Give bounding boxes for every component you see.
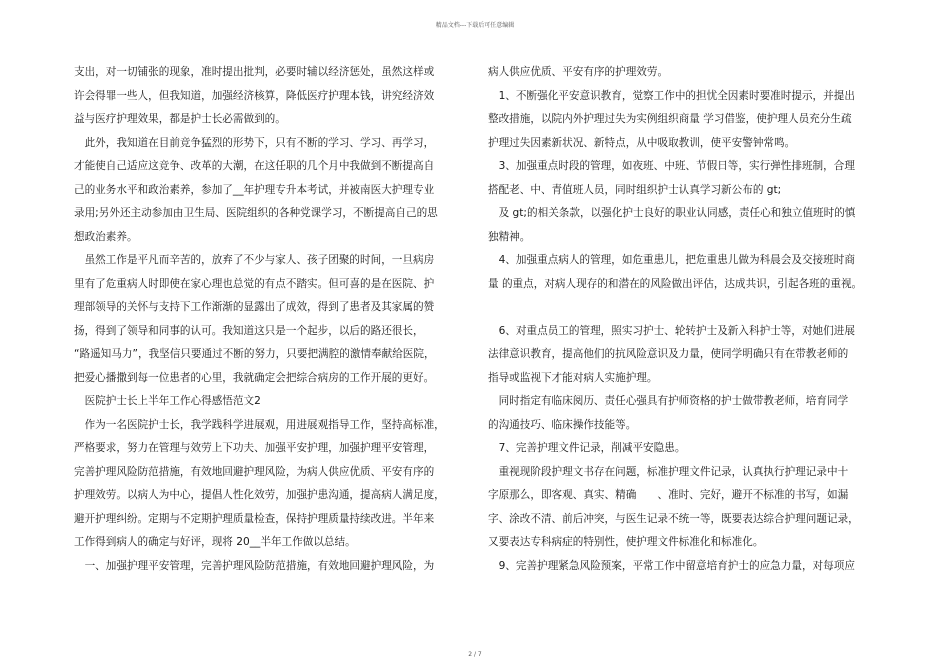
text-line: 支出，对一切铺张的现象，准时提出批判，必要时辅以经济惩处，虽然这样或 <box>74 66 435 78</box>
text-line: 7、完善护理文件记录，削减平安隐患。 <box>488 442 686 454</box>
text-line: “路遥知马力”，我坚信只要通过不断的努力，只要把满腔的激情奉献给医院， <box>74 348 435 360</box>
text-line: 独精神。 <box>488 230 531 243</box>
text-line: 1、不断强化平安意识教育，觉察工作中的担忧全因素时要准时提示，并提出 <box>488 89 855 102</box>
text-line: 及 gt;的相关条款，以强化护士良好的职业认同感，责任心和独立值班时的慎 <box>488 207 856 219</box>
text-line: 才能使自己适应这竞争、改革的大潮，在这任职的几个月中我做到不断提高自 <box>74 160 435 172</box>
text-line: 工作得到病人的确定与好评，现将 20__半年工作做以总结。 <box>74 536 356 548</box>
text-line: 4、加强重点病人的管理，如危重患儿，把危重患儿做为科晨会及交接班时商 <box>488 254 855 266</box>
text-line: 作为一名医院护士长，我学践科学进展观，用进展观指导工作，坚持高标准， <box>74 418 445 431</box>
text-line: 3、加强重点时段的管理，如夜班、中班、节假日等，实行弹性排班制，合理 <box>488 160 855 172</box>
text-line: 扬，得到了领导和同事的认可。我知道这只是一个起步，以后的路还很长， <box>74 324 424 337</box>
text-line: 搭配老、中、青值班人员，同时组织护士认真学习新公布的 gt; <box>488 183 782 196</box>
text-line: 完善护理风险防范措施，有效地回避护理风险，为病人供应优质、平安有序的 <box>74 465 435 478</box>
text-line: 严格要求，努力在管理与效劳上下功夫、加强平安护理，加强护理平安管理， <box>74 442 435 454</box>
text-line: 病人供应优质、平安有序的护理效劳。 <box>488 66 669 78</box>
page-number: 2 / 7 <box>468 651 482 658</box>
text-line <box>488 296 876 320</box>
text-line: 录用;另外还主动参加由卫生局、医院组织的各种党课学习，不断提高自己的思 <box>74 207 438 219</box>
text-line: 护理效劳。以病人为中心，提倡人性化效劳，加强护患沟通，提高病人满足度， <box>74 489 445 501</box>
text-line: 护理过失因素新状况、新特点，从中吸取教训，使平安警钟常鸣。 <box>488 136 796 149</box>
page-header: 精品文档---下载后可任意编辑 <box>435 22 515 29</box>
text-line: 此外，我知道在目前竞争猛烈的形势下，只有不断的学习、学习、再学习， <box>74 136 435 149</box>
text-line: 6、对重点员工的管理，照实习护士、轮转护士及新入科护士等，对她们进展 <box>488 324 855 337</box>
text-line: 量 的重点，对病人现存的和潜在的风险做出评估，达成共识，引起各班的重视。 <box>488 277 863 290</box>
text-line: 把爱心播撒到每一位患者的心里，我就确定会把综合病房的工作开展的更好。 <box>74 371 435 384</box>
text-line: 里有了危重病人时即使在家心理也总觉的有点不踏实。但可喜的是在医院、护 <box>74 277 435 290</box>
text-line: 字、涂改不清、前后冲突，与医生记录不统一等，既要表达综合护理问题记录， <box>488 512 859 525</box>
text-line: 己的业务水平和政治素养，参加了__年护理专升本考试，并被南医大护理专业 <box>74 183 435 196</box>
text-line: 9、完善护理紧急风险预案，平常工作中留意培育护士的应急力量，对每项应 <box>488 559 855 572</box>
text-line: 想政治素养。 <box>74 230 138 243</box>
text-line: 虽然工作是平凡而辛苦的，放弃了不少与家人、孩子团聚的时间，一旦病房 <box>74 254 435 266</box>
text-line: 重视现阶段护理文书存在问题，标准护理文件记录，认真执行护理记录中十 <box>488 465 849 478</box>
text-line: 法律意识教育，提高他们的抗风险意识及力量，使同学明确只有在带教老师的 <box>488 348 849 360</box>
text-line: 字原那么，即客观、真实、精确 、准时、完好，避开不标准的书写，如漏 <box>488 489 849 501</box>
text-line: 医院护士长上半年工作心得感悟范文2 <box>74 395 261 407</box>
text-line: 又要表达专科病症的特别性，使护理文件标准化和标准化。 <box>488 536 764 548</box>
text-line: 许会得罪一些人，但我知道，加强经济核算，降低医疗护理本钱，讲究经济效 <box>74 89 435 102</box>
left-column <box>74 61 462 578</box>
text-line: 理部领导的关怀与支持下工作渐渐的显露出了成效，得到了患者及其家属的赞 <box>74 301 435 313</box>
text-line: 益与医疗护理效果，都是护士长必需做到的。 <box>74 113 286 125</box>
text-line: 同时指定有临床阅历、责任心强具有护师资格的护士做带教老师，培育同学 <box>488 395 849 407</box>
text-line: 整改措施，以院内外护理过失为实例组织商量 学习借鉴，使护理人员充分生疏 <box>488 113 852 125</box>
text-line: 的沟通技巧、临床操作技能等。 <box>488 418 637 431</box>
text-line: 指导或监视下才能对病人实施护理。 <box>488 371 658 384</box>
text-line: 避开护理纠纷。定期与不定期护理质量检查，保持护理质量持续改进。半年来 <box>74 512 435 525</box>
right-column <box>488 61 876 578</box>
text-line: 一、加强护理平安管理，完善护理风险防范措施，有效地回避护理风险，为 <box>74 559 435 572</box>
